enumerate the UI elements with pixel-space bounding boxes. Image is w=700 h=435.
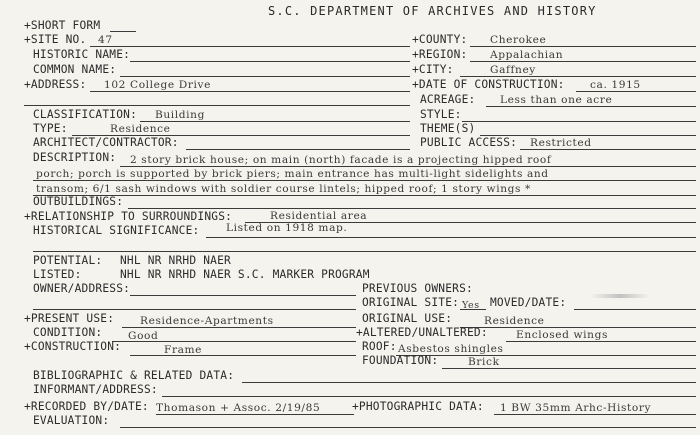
style-label: STYLE:	[420, 108, 462, 121]
photographic-label: +PHOTOGRAPHIC DATA:	[352, 400, 484, 413]
construction-label: +CONSTRUCTION:	[24, 340, 122, 353]
public-access-line	[520, 149, 696, 150]
outbuildings-line	[128, 208, 696, 209]
condition-value: Good	[128, 330, 159, 342]
original-use-value: Residence	[484, 315, 545, 327]
short-form-line	[110, 31, 136, 32]
county-label: +COUNTY:	[412, 33, 468, 46]
present-use-label: +PRESENT USE:	[24, 312, 115, 325]
theme-label: THEME(S)	[420, 122, 476, 135]
listed-label: LISTED:	[33, 268, 82, 281]
altered-label: +ALTERED/UNALTERED:	[356, 326, 488, 339]
informant-label: INFORMANT/ADDRESS:	[33, 383, 158, 396]
description-line-3: transom; 6/1 sash windows with soldier course lintels; hipped roof; 1 story wings *	[36, 183, 531, 195]
owner-address-label: OWNER/ADDRESS:	[33, 282, 131, 295]
address-label: +ADDRESS:	[24, 78, 87, 91]
description-rule-1	[120, 166, 696, 167]
region-line	[470, 61, 696, 62]
description-label: DESCRIPTION:	[33, 151, 117, 164]
city-line	[460, 76, 696, 77]
city-value: Gaffney	[490, 64, 536, 76]
description-rule-2	[33, 180, 696, 181]
county-value: Cherokee	[490, 34, 547, 46]
site-no-label: +SITE NO.	[24, 33, 87, 46]
evaluation-line	[120, 427, 696, 428]
site-no-line	[90, 46, 410, 47]
altered-line	[506, 341, 696, 342]
description-line-1: 2 story brick house; on main (north) facade is a projecting hipped roof	[130, 154, 552, 166]
acreage-line	[486, 106, 696, 107]
roof-value: Asbestos shingles	[398, 343, 504, 355]
foundation-value: Brick	[468, 356, 500, 368]
description-line-2: porch; porch is supported by brick piers; main entrance has multi-light sidelights and	[36, 168, 549, 180]
date-construction-label: +DATE OF CONSTRUCTION:	[412, 78, 565, 91]
recorded-by-label: +RECORDED BY/DATE:	[24, 400, 149, 413]
potential-options: NHL NR NRHD NAER	[120, 254, 231, 267]
paper-smudge	[590, 294, 650, 298]
relationship-value: Residential area	[270, 210, 368, 222]
outbuildings-label: OUTBUILDINGS:	[33, 195, 124, 208]
architect-label: ARCHITECT/CONTRACTOR:	[33, 136, 179, 149]
historical-significance-value: Listed on 1918 map.	[226, 222, 348, 234]
original-use-line	[460, 327, 696, 328]
historical-significance-line-2	[33, 251, 696, 252]
foundation-line	[442, 368, 696, 369]
potential-label: POTENTIAL:	[33, 254, 103, 267]
bibliographic-line	[242, 382, 696, 383]
address-value: 102 College Drive	[104, 79, 211, 91]
date-construction-value: ca. 1915	[590, 79, 641, 91]
moved-date-label: MOVED/DATE:	[490, 296, 567, 309]
relationship-label: +RELATIONSHIP TO SURROUNDINGS:	[24, 210, 233, 223]
common-name-label: COMMON NAME:	[33, 63, 117, 76]
public-access-label: PUBLIC ACCESS:	[420, 136, 518, 149]
bibliographic-label: BIBLIOGRAPHIC & RELATED DATA:	[33, 369, 235, 382]
recorded-by-line	[156, 414, 354, 415]
previous-owners-label: PREVIOUS OWNERS:	[362, 282, 473, 295]
original-site-label: ORIGINAL SITE:	[362, 296, 460, 309]
foundation-label: FOUNDATION:	[362, 354, 439, 367]
owner-address-line	[130, 295, 356, 296]
construction-value: Frame	[164, 344, 203, 356]
historic-name-line	[130, 61, 410, 62]
moved-date-line	[574, 309, 696, 310]
condition-label: CONDITION:	[33, 326, 103, 339]
recorded-by-value: Thomason + Assoc. 2/19/85	[156, 402, 321, 414]
owner-address-line-2	[33, 309, 356, 310]
style-line	[462, 121, 696, 122]
classification-label: CLASSIFICATION:	[33, 108, 138, 121]
architect-line	[186, 149, 410, 150]
historic-name-label: HISTORIC NAME:	[33, 48, 131, 61]
city-label: +CITY:	[412, 63, 454, 76]
altered-value: Enclosed wings	[516, 329, 609, 341]
construction-line	[130, 355, 356, 356]
photographic-line	[494, 414, 696, 415]
site-no-value: 47	[98, 34, 113, 46]
address-line	[90, 91, 410, 92]
region-value: Appalachian	[490, 49, 564, 61]
classification-value: Building	[155, 109, 205, 121]
common-name-line	[120, 76, 410, 77]
description-rule-3	[33, 195, 696, 196]
evaluation-label: EVALUATION:	[33, 414, 110, 427]
acreage-label: ACREAGE:	[420, 93, 476, 106]
county-line	[470, 46, 696, 47]
address-second-line	[24, 105, 410, 106]
date-construction-line	[576, 91, 696, 92]
short-form-label: +SHORT FORM	[24, 19, 101, 32]
type-label: TYPE:	[33, 122, 68, 135]
photographic-value: 1 BW 35mm Arhc-History	[500, 402, 652, 414]
type-value: Residence	[110, 123, 171, 135]
roof-label: ROOF:	[362, 340, 397, 353]
roof-line	[396, 355, 696, 356]
listed-options: NHL NR NRHD NAER S.C. MARKER PROGRAM	[120, 268, 370, 281]
historical-significance-label: HISTORICAL SIGNIFICANCE:	[33, 224, 200, 237]
classification-line	[140, 121, 410, 122]
informant-line	[162, 396, 696, 397]
historical-significance-line	[206, 237, 696, 238]
original-site-value: Yes	[462, 300, 480, 311]
acreage-value: Less than one acre	[500, 94, 613, 106]
region-label: +REGION:	[412, 48, 468, 61]
present-use-value: Residence-Apartments	[140, 315, 274, 327]
condition-line	[112, 341, 356, 342]
form-title: S.C. DEPARTMENT OF ARCHIVES AND HISTORY	[268, 4, 597, 18]
original-use-label: ORIGINAL USE:	[362, 312, 453, 325]
original-site-line	[460, 309, 486, 310]
public-access-value: Restricted	[530, 137, 592, 149]
present-use-line	[122, 327, 356, 328]
